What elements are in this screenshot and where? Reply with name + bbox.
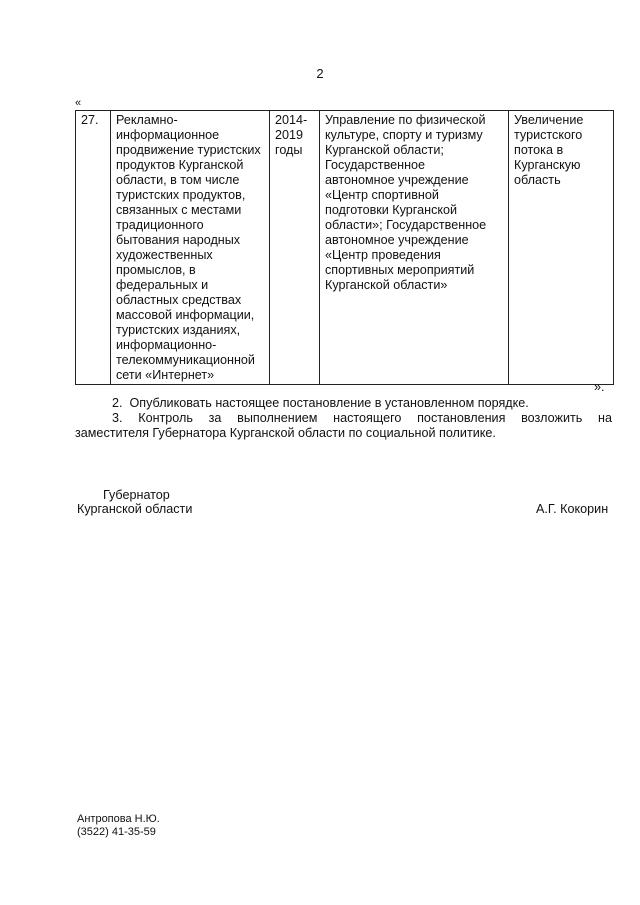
paragraph-3	[75, 411, 612, 441]
signatory-title-line-2: Курганской области	[77, 502, 193, 516]
executor-name: Антропова Н.Ю.	[77, 813, 160, 825]
responsible-cell: Управление по физической культуре, спорту и туризму Курганской области; Государственное автономное учреждение «Центр спортивной подготовки Курганской области»; Государственное автономное учреждение «Центр проведения спортивных мероприятий Курганской области»	[320, 111, 509, 385]
signatory-name: А.Г. Кокорин	[536, 502, 609, 516]
paragraph-3-line-1: 3. Контроль за выполнением настоящего постановления возложить на	[112, 411, 612, 425]
executor-phone: (3522) 41-35-59	[77, 826, 156, 838]
closing-quote: ».	[594, 380, 605, 394]
activity-cell: Рекламно- информационное продвижение туристских продуктов Курганской области, в том числе туристских продуктов, связанных с местами традиционного бытования народных художественных промыслов, в федеральных и областных средствах массовой информации, туристских изданиях, информационно- телекоммуникационной сети «Интернет»	[111, 111, 270, 385]
row-number: 27.	[76, 111, 111, 385]
paragraph-2: 2. Опубликовать настоящее постановление в установленном порядке.	[112, 396, 529, 410]
paragraph-3-line-2: заместителя Губернатора Курганской области по социальной политике.	[75, 426, 496, 440]
measures-table	[75, 110, 614, 385]
period-cell: 2014- 2019 годы	[270, 111, 320, 385]
result-cell: Увеличение туристского потока в Курганскую область	[509, 111, 614, 385]
opening-quote: «	[75, 97, 82, 109]
table-row	[76, 111, 614, 385]
signatory-title-line-1: Губернатор	[103, 488, 170, 502]
page-number: 2	[316, 66, 324, 81]
